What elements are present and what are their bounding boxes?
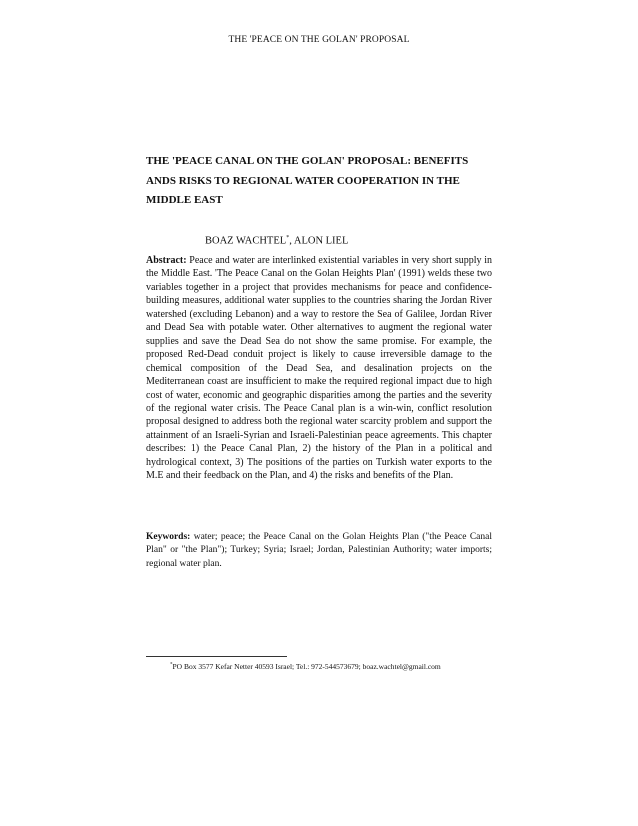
article-title: THE 'PEACE CANAL ON THE GOLAN' PROPOSAL: BENEFITS ANDS RISKS TO REGIONAL WATER COOPERATION IN THE MIDDLE EAST: [146, 155, 469, 206]
author-2: ALON LIEL: [293, 235, 349, 247]
footnote-separator: [146, 656, 287, 657]
footnote-text: PO Box 3577 Kefar Netter 40593 Israel; Tel.: 972-544573679; boaz.wachtel@gmail.com: [172, 662, 441, 671]
author-1: BOAZ WACHTEL: [205, 235, 287, 247]
footnote: [170, 662, 441, 671]
abstract-label: Abstract:: [146, 255, 187, 266]
keywords-text: water; peace; the Peace Canal on the Golan Heights Plan ("the Peace Canal Plan" or "the Plan"); Turkey; Syria; Israel; Jordan, Palestinian Authority; water imports; regional water plan.: [146, 532, 492, 569]
abstract: [146, 254, 492, 483]
author-separator: ,: [289, 235, 294, 247]
author-line: [205, 235, 348, 247]
abstract-text: Peace and water are interlinked existential variables in very short supply in the Middle East. 'The Peace Canal on the Golan Heights Plan' (1991) welds these two variables together in a project that provides mechanisms for peace and confidence-building measures, additional water supplies to the countries sharing the Jordan River watershed (excluding Lebanon) and a way to restore the Sea of Galilee, Jordan River and Dead Sea with potable water. Other alternatives to augment the regional water supplies and save the Dead Sea do not show the same promise. For example, the proposed Red-Dead conduit project is likely to cause irreversible damage to the chemical composition of the Dead Sea, and desalination projects on the Mediterranean coast are insufficient to make the required regional impact due to high cost of water, economic and geographic disparities among the parties and the severity of the regional water crisis. The Peace Canal plan is a win-win, conflict resolution proposal designed to address both the regional water scarcity problem and support the attainment of an Israeli-Syrian and Israeli-Palestinian peace agreements. This chapter describes: 1) the Peace Canal Plan, 2) the history of the Plan in a political and hydrological context, 3) The positions of the parties on Turkish water exports to the M.E and their feedback on the Plan, and 4) the risks and benefits of the Plan.: [146, 255, 492, 482]
running-header: THE 'PEACE ON THE GOLAN' PROPOSAL: [228, 35, 410, 45]
keywords: [146, 531, 492, 571]
author-footnote-marker: *: [286, 235, 290, 241]
footnote-marker: *: [170, 662, 173, 668]
keywords-label: Keywords:: [146, 532, 191, 542]
